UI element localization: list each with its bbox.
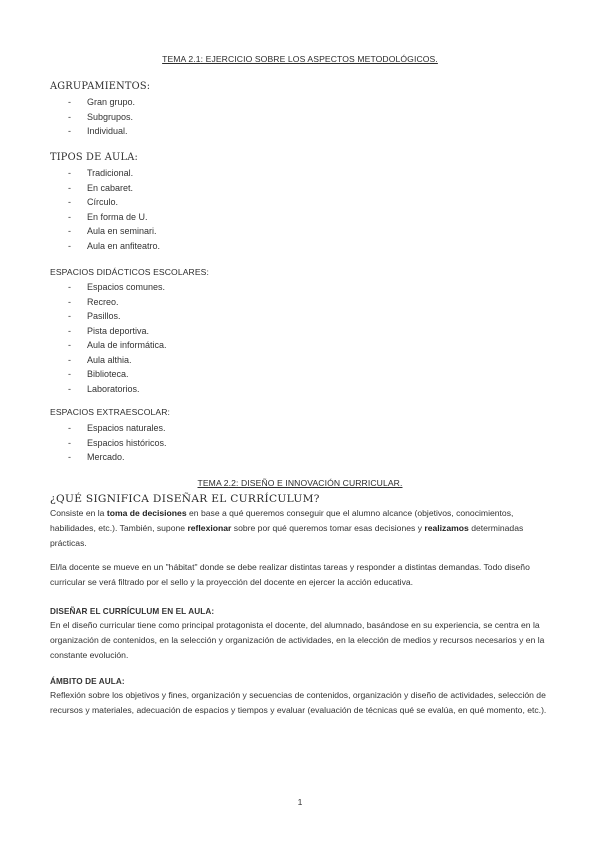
list-item: - Aula althia. xyxy=(68,353,167,368)
list-item: - Gran grupo. xyxy=(68,95,135,110)
list-item: - Biblioteca. xyxy=(68,367,167,382)
text-run: determinadas prácticas. xyxy=(50,523,524,548)
bold-text-run: realizamos xyxy=(424,523,469,533)
tipos-aula-list xyxy=(68,166,160,253)
list-item: - Laboratorios. xyxy=(68,382,167,397)
espacios-didacticos-list xyxy=(68,280,167,396)
que-significa-heading: ¿QUÉ SIGNIFICA DISEÑAR EL CURRÍCULUM? xyxy=(50,493,320,505)
que-significa-paragraph-2: El/la docente se mueve en un "hábitat" donde se debe realizar distintas tareas y responder a distintas demandas. Todo diseño curricular se verá filtrado por el sello y la proyección del docente en ejercer la acción educativa. xyxy=(50,562,530,587)
text-run: Consiste en la xyxy=(50,508,107,518)
espacios-didacticos-heading: ESPACIOS DIDÁCTICOS ESCOLARES: xyxy=(50,267,209,277)
page-number: 1 xyxy=(297,797,303,807)
list-item: - Pista deportiva. xyxy=(68,324,167,339)
text-run: en base a qué queremos conseguir que el alumno alcance (objetivos, conocimientos, habilidades, etc.). También, supone xyxy=(50,508,514,533)
espacios-extraescolar-heading: ESPACIOS EXTRAESCOLAR: xyxy=(50,407,170,417)
espacios-extraescolar-list xyxy=(68,421,167,465)
tema-2-1-title: TEMA 2.1: EJERCICIO SOBRE LOS ASPECTOS METODOLÓGICOS. xyxy=(162,54,438,64)
bold-text-run: toma de decisiones xyxy=(106,508,187,518)
list-item: - Tradicional. xyxy=(68,166,160,181)
ambito-aula-heading: ÁMBITO DE AULA: xyxy=(50,677,125,686)
list-item: - Aula en anfiteatro. xyxy=(68,239,160,254)
list-item: - Recreo. xyxy=(68,295,167,310)
tema-2-2-title: TEMA 2.2: DISEÑO E INNOVACIÓN CURRICULAR. xyxy=(197,478,403,488)
disenar-aula-paragraph: En el diseño curricular tiene como principal protagonista el docente, del alumnado, basándose en su experiencia, se centra en la organización de contenidos, en la selección y organización de actividades, en la elección de medios y recursos necesarios y en la constante evolución. xyxy=(50,620,545,660)
list-item: - Espacios históricos. xyxy=(68,436,167,451)
list-item: - Espacios naturales. xyxy=(68,421,167,436)
tipos-aula-heading: TIPOS DE AULA: xyxy=(50,152,138,163)
list-item: - Pasillos. xyxy=(68,309,167,324)
list-item: - Subgrupos. xyxy=(68,110,135,125)
list-item: - En cabaret. xyxy=(68,181,160,196)
bold-text-run: reflexionar xyxy=(187,523,232,533)
list-item: - Círculo. xyxy=(68,195,160,210)
agrupamientos-list xyxy=(68,95,135,139)
list-item: - Aula en seminari. xyxy=(68,224,160,239)
list-item: - Aula de informática. xyxy=(68,338,167,353)
list-item: - En forma de U. xyxy=(68,210,160,225)
list-item: - Individual. xyxy=(68,124,135,139)
que-significa-paragraph-1 xyxy=(50,506,555,551)
ambito-aula-paragraph: Reflexión sobre los objetivos y fines, organización y secuencias de contenidos, organización y diseño de actividades, selección de recursos y materiales, adecuación de espacios y tiempos y evaluar (evaluación de técnicas qué se evalúa, en qué momento, etc.). xyxy=(50,690,547,715)
agrupamientos-heading: AGRUPAMIENTOS: xyxy=(50,81,151,92)
list-item: - Espacios comunes. xyxy=(68,280,167,295)
disenar-aula-heading: DISEÑAR EL CURRÍCULUM EN EL AULA: xyxy=(50,607,215,616)
text-run: sobre por qué queremos tomar esas decisiones y xyxy=(231,523,425,533)
list-item: - Mercado. xyxy=(68,450,167,465)
